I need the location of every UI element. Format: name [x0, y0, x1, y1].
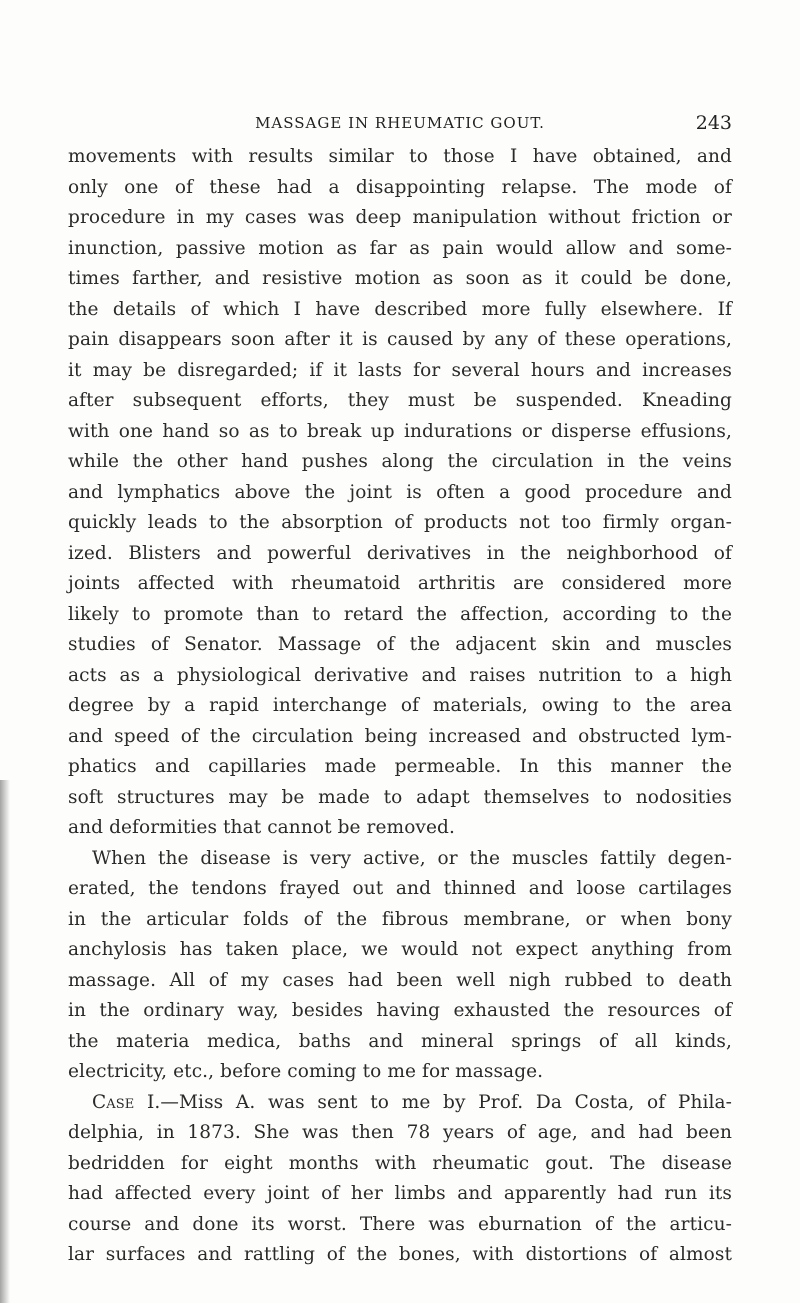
text-line: with one hand so as to break up indurations or disperse effusions,	[68, 420, 732, 442]
text-line: phatics and capillaries made permeable. In this manner the	[68, 756, 732, 777]
text-line: the details of which I have described more fully elsewhere. If	[68, 298, 732, 320]
case-label: Case I.	[92, 1091, 161, 1113]
body-text	[68, 142, 732, 1271]
text-line: acts as a physiological derivative and raises nutrition to a high	[68, 664, 732, 686]
text-line: bedridden for eight months with rheumatic gout. The disease	[68, 1152, 732, 1174]
text-line: in the articular folds of the fibrous membrane, or when bony	[68, 908, 732, 930]
running-head: MASSAGE IN RHEUMATIC GOUT.	[255, 114, 545, 132]
text-line: times farther, and resistive motion as soon as it could be done,	[68, 268, 732, 289]
text-line: erated, the tendons frayed out and thinned and loose cartilages	[68, 878, 732, 899]
case-text: —Miss A. was sent to me by Prof. Da Costa, of Phila-	[160, 1091, 732, 1113]
text-line: anchylosis has taken place, we would not expect anything from	[68, 939, 732, 960]
text-line: lar surfaces and rattling of the bones, with distortions of almost	[68, 1244, 732, 1265]
text-line: in the ordinary way, besides having exhausted the resources of	[68, 1000, 732, 1021]
text-line: and deformities that cannot be removed.	[68, 817, 455, 838]
text-line: movements with results similar to those I have obtained, and	[68, 146, 732, 167]
text-line: electricity, etc., before coming to me for massage.	[68, 1061, 544, 1082]
text-line: massage. All of my cases had been well nigh rubbed to death	[68, 969, 732, 991]
text-line: after subsequent efforts, they must be suspended. Kneading	[68, 390, 732, 411]
text-line: ized. Blisters and powerful derivatives in the neighborhood of	[68, 542, 732, 564]
text-line: only one of these had a disappointing relapse. The mode of	[68, 176, 732, 198]
text-line: degree by a rapid interchange of materials, owing to the area	[68, 695, 732, 716]
text-line: When the disease is very active, or the muscles fattily degen-	[92, 847, 732, 869]
text-line: and speed of the circulation being increased and obstructed lym-	[68, 725, 732, 747]
page-edge-shadow	[0, 780, 10, 1303]
case-heading-line	[68, 1088, 732, 1119]
text-line: course and done its worst. There was eburnation of the articu-	[68, 1213, 732, 1235]
page-header	[68, 114, 732, 140]
text-line: the materia medica, baths and mineral springs of all kinds,	[68, 1030, 732, 1052]
page-number: 243	[695, 112, 732, 134]
text-line: procedure in my cases was deep manipulation without friction or	[68, 207, 732, 228]
text-line: inunction, passive motion as far as pain would allow and some-	[68, 237, 732, 259]
text-line: had affected every joint of her limbs and apparently had run its	[68, 1183, 732, 1204]
text-line: and lymphatics above the joint is often a good procedure and	[68, 481, 732, 503]
text-line: delphia, in 1873. She was then 78 years of age, and had been	[68, 1122, 732, 1143]
text-line: likely to promote than to retard the affection, according to the	[68, 603, 732, 625]
text-line: quickly leads to the absorption of products not too firmly organ-	[68, 512, 732, 533]
text-line: studies of Senator. Massage of the adjacent skin and muscles	[68, 634, 732, 655]
text-line: while the other hand pushes along the circulation in the veins	[68, 451, 732, 472]
text-line: joints affected with rheumatoid arthritis are considered more	[68, 573, 732, 594]
text-line: soft structures may be made to adapt themselves to nodosities	[68, 786, 732, 808]
text-line: pain disappears soon after it is caused by any of these operations,	[68, 329, 732, 350]
text-line: it may be disregarded; if it lasts for several hours and increases	[68, 359, 732, 381]
